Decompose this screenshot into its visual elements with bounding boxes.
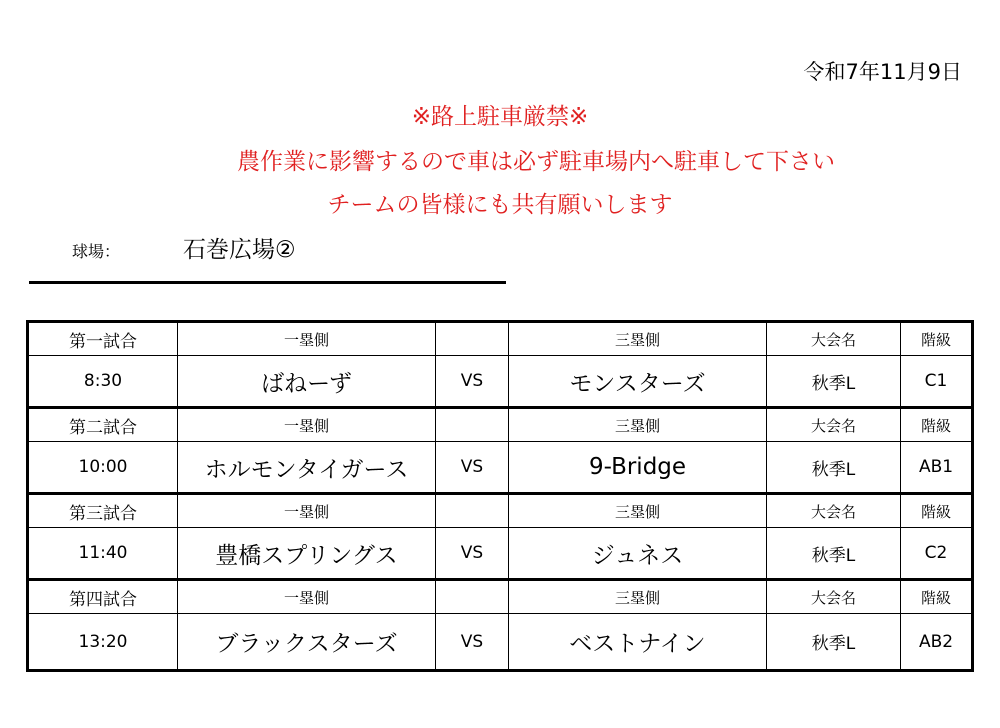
game-1-header-row xyxy=(28,322,973,356)
game-time: 13:20 xyxy=(28,614,178,671)
game-3-header-row xyxy=(28,494,973,528)
first-base-team: 豊橋スプリングス xyxy=(178,528,436,580)
game-1-row xyxy=(28,356,973,408)
tournament-header: 大会名 xyxy=(767,580,901,614)
vs-header-cell xyxy=(436,322,509,356)
game-title: 第四試合 xyxy=(28,580,178,614)
first-base-team: ホルモンタイガース xyxy=(178,442,436,494)
third-base-team: モンスターズ xyxy=(509,356,767,408)
game-title: 第一試合 xyxy=(28,322,178,356)
game-time: 11:40 xyxy=(28,528,178,580)
third-base-header: 三塁側 xyxy=(509,580,767,614)
game-class: C2 xyxy=(901,528,973,580)
vs-label: VS xyxy=(436,442,509,494)
tournament-header: 大会名 xyxy=(767,494,901,528)
vs-label: VS xyxy=(436,528,509,580)
venue-underline xyxy=(29,281,506,284)
first-base-header: 一塁側 xyxy=(178,580,436,614)
vs-header-cell xyxy=(436,408,509,442)
class-header: 階級 xyxy=(901,494,973,528)
game-2-header-row xyxy=(28,408,973,442)
game-class: C1 xyxy=(901,356,973,408)
class-header: 階級 xyxy=(901,580,973,614)
class-header: 階級 xyxy=(901,408,973,442)
parking-warning: ※路上駐車厳禁※ xyxy=(411,104,589,130)
tournament-name: 秋季L xyxy=(767,528,901,580)
venue-label: 球場： xyxy=(72,242,121,261)
vs-label: VS xyxy=(436,356,509,408)
third-base-header: 三塁側 xyxy=(509,408,767,442)
game-title: 第三試合 xyxy=(28,494,178,528)
document-date: 令和7年11月9日 xyxy=(803,60,962,84)
vs-label: VS xyxy=(436,614,509,671)
game-time: 10:00 xyxy=(28,442,178,494)
tournament-name: 秋季L xyxy=(767,614,901,671)
venue-name: 石巻広場② xyxy=(183,237,296,263)
tournament-name: 秋季L xyxy=(767,442,901,494)
game-time: 8:30 xyxy=(28,356,178,408)
first-base-header: 一塁側 xyxy=(178,322,436,356)
tournament-header: 大会名 xyxy=(767,322,901,356)
third-base-team: ベストナイン xyxy=(509,614,767,671)
game-title: 第二試合 xyxy=(28,408,178,442)
parking-instruction: 農作業に影響するので車は必ず駐車場内へ駐車して下さい xyxy=(237,149,835,175)
third-base-team: ジュネス xyxy=(509,528,767,580)
vs-header-cell xyxy=(436,580,509,614)
game-4-header-row xyxy=(28,580,973,614)
third-base-header: 三塁側 xyxy=(509,494,767,528)
share-request: チームの皆様にも共有願いします xyxy=(327,192,673,218)
game-class: AB2 xyxy=(901,614,973,671)
third-base-team: 9-Bridge xyxy=(509,442,767,494)
game-schedule-table xyxy=(26,320,974,672)
vs-header-cell xyxy=(436,494,509,528)
first-base-team: ばねーず xyxy=(178,356,436,408)
tournament-name: 秋季L xyxy=(767,356,901,408)
first-base-header: 一塁側 xyxy=(178,408,436,442)
game-class: AB1 xyxy=(901,442,973,494)
game-4-row xyxy=(28,614,973,671)
first-base-team: ブラックスターズ xyxy=(178,614,436,671)
first-base-header: 一塁側 xyxy=(178,494,436,528)
third-base-header: 三塁側 xyxy=(509,322,767,356)
game-3-row xyxy=(28,528,973,580)
class-header: 階級 xyxy=(901,322,973,356)
tournament-header: 大会名 xyxy=(767,408,901,442)
game-2-row xyxy=(28,442,973,494)
